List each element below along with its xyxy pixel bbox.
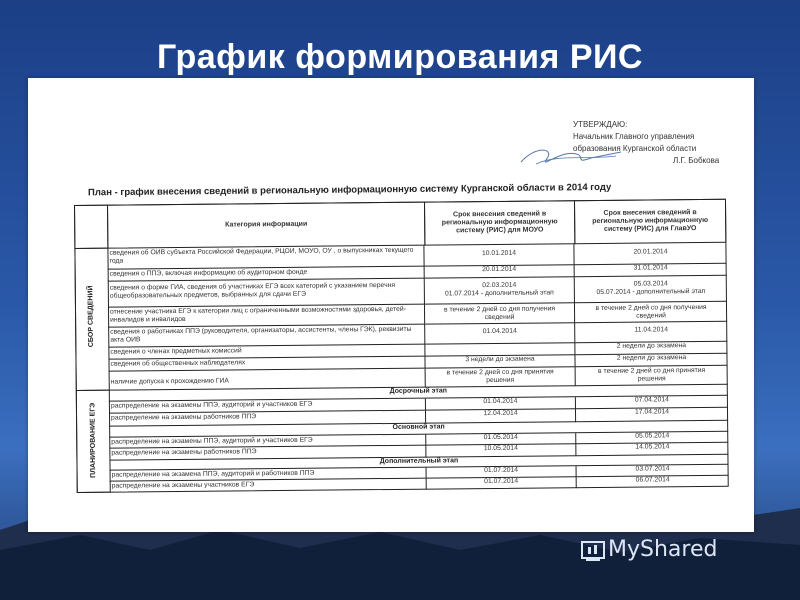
cell-category: сведения о ППЭ, включая информацию об аудиторном фонде xyxy=(108,267,425,282)
approval-line: образования Курганской области xyxy=(573,144,697,153)
document-title: План - график внесения сведений в региональную информационную систему Курганской области в 2014 году xyxy=(87,181,612,199)
cell-category: отнесение участника ЕГЭ к категории лиц с ограниченными возможностями здоровья, детей-инвалидов и инвалидов xyxy=(108,305,425,328)
cell-mouo: 01.04.2014 xyxy=(426,397,576,410)
cell-mouo: 10.05.2014 xyxy=(426,444,576,457)
cell-category: распределение на экзамены работников ППЭ xyxy=(109,411,426,427)
cell-mouo: 10.01.2014 xyxy=(424,244,574,266)
cell-mouo: 12.04.2014 xyxy=(426,409,576,423)
cell-mouo: 01.07.2014 xyxy=(427,477,577,489)
cell-glavuo: 06.07.2014 xyxy=(635,476,670,484)
cell-mouo: в течение 2 дней со дня принятия решения xyxy=(426,367,576,387)
header-mouo: Срок внесения сведений в региональную информационную систему (РИС) для МОУО xyxy=(424,200,575,245)
cell-glavuo: 17.04.2014 xyxy=(576,408,728,422)
cell-category: распределение на экзамена ППЭ, аудиторий и работников ППЭ xyxy=(110,468,427,482)
cell-category: сведения о работниках ППЭ (руководителя, организаторы, ассистенты, члены ГЭК), реквизиты акта ОИВ xyxy=(108,325,425,348)
cell-mouo: 01.05.2014 xyxy=(426,433,576,445)
cell-category: распределение на экзамены ППЭ, аудиторий и участников ЕГЭ xyxy=(109,435,426,449)
cell-mouo: 3 недели до экзамена xyxy=(425,355,575,368)
approval-line: Начальник Главного управления xyxy=(573,132,695,141)
cell-glavuo: 2 недели до экзамена xyxy=(575,354,727,367)
cell-category: сведения об ОИВ субъекта Российской Федерации, РЦОИ, МОУО, ОУ , о выпускниках текущего года xyxy=(107,246,424,270)
myshared-watermark: MyShared xyxy=(608,537,718,562)
document-scan xyxy=(28,78,754,532)
cell-mouo: 20.01.2014 xyxy=(425,265,575,278)
stage-heading: Основной этап xyxy=(109,421,728,438)
cell-glavuo: 31.01.2014 xyxy=(575,264,727,277)
cell-glavuo: 14.05.2014 xyxy=(576,443,728,456)
cell-category: распределение на экзамены работников ППЭ xyxy=(109,446,426,461)
cell-mouo: 01.07.2014 xyxy=(427,466,577,478)
signer-name: Л.Г. Бобкова xyxy=(673,156,720,165)
cell-glavuo: 07.04.2014 xyxy=(576,396,728,409)
myshared-logo-icon xyxy=(580,538,608,564)
approval-line: УТВЕРЖДАЮ: xyxy=(573,120,628,129)
schedule-table xyxy=(74,199,729,493)
cell-glavuo: 11.04.2014 xyxy=(575,322,727,343)
slide-title: График формирования РИС xyxy=(156,38,643,76)
table-corner-cell xyxy=(74,205,108,249)
cell-category: распределение на экзамены участников ЕГЭ xyxy=(110,479,427,493)
header-category: Категория информации xyxy=(107,202,425,249)
signature-icon xyxy=(516,140,626,170)
header-glavuo: Срок внесения сведений в региональную информационную систему (РИС) для ГлавУО xyxy=(574,199,726,244)
cell-glavuo: 20.01.2014 xyxy=(574,243,726,265)
cell-glavuo: 03.07.2014 xyxy=(577,465,729,477)
cell-glavuo: в течение 2 дней со дня принятия решения xyxy=(576,366,728,386)
cell-mouo: 02.03.2014 01.07.2014 - дополнительный этап xyxy=(425,277,575,304)
cell-glavuo: 2 недели до экзамена xyxy=(575,342,727,355)
cell-glavuo: 05.03.2014 05.07.2014 - дополнительный этап xyxy=(575,276,727,303)
cell-glavuo: в течение 2 дней со дня получения сведений xyxy=(575,302,727,323)
section-label: СБОР СВЕДЕНИЙ xyxy=(87,285,95,348)
stage-heading: Дополнительный этап xyxy=(109,455,728,471)
section-label: ПЛАНИРОВАНИЕ ЕГЭ xyxy=(89,402,98,478)
cell-mouo: 01.04.2014 xyxy=(425,323,575,344)
cell-category: сведения об общественных наблюдателях xyxy=(108,357,425,372)
stage-heading: Досрочный этап xyxy=(109,385,728,402)
cell-category: наличие допуска к прохождению ГИА xyxy=(109,369,426,391)
cell-category: сведения о членах предметных комиссий xyxy=(108,345,425,360)
cell-mouo: в течение 2 дней со дня получения сведений xyxy=(425,303,575,324)
cell-category: сведения о форме ГИА, сведения об участниках ЕГЭ всех категорий с указанием перечня общеобразовательных предметов, выбранных для сдачи ЕГЭ xyxy=(108,279,425,308)
cell-category: распределение на экзамены ППЭ, аудиторий и участников ЕГЭ xyxy=(109,399,426,414)
cell-glavuo: 05.05.2014 xyxy=(576,432,728,444)
